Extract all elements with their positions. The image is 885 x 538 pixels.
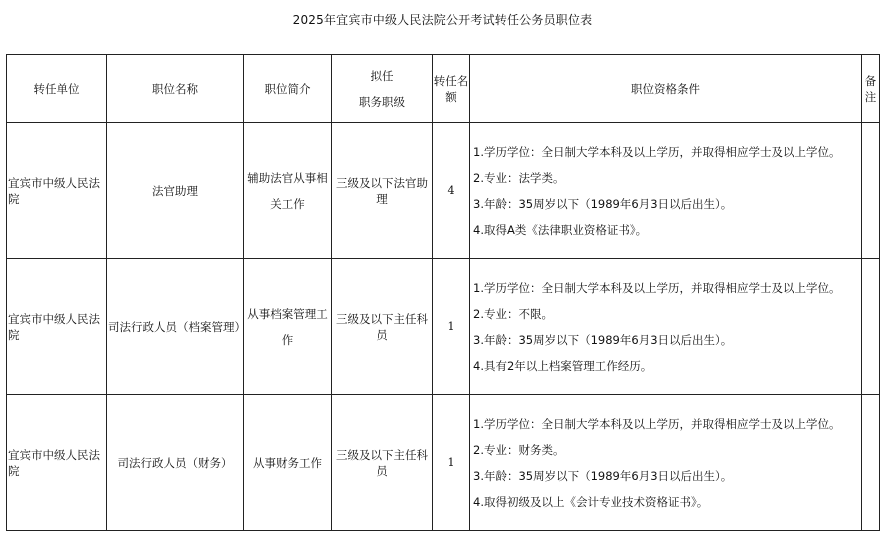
requirement-gap xyxy=(470,186,861,196)
header-requirements: 职位资格条件 xyxy=(470,55,862,123)
requirements-list xyxy=(470,144,861,238)
requirements-list xyxy=(470,280,861,374)
cell-position-name-text: 法官助理 xyxy=(152,183,198,198)
cell-description-text: 从事财务工作 xyxy=(253,455,322,470)
header-notes: 备注 xyxy=(862,55,880,123)
cell-requirements xyxy=(470,123,862,259)
cell-notes xyxy=(862,395,880,531)
requirement-gap xyxy=(470,296,861,306)
requirement-gap xyxy=(470,348,861,358)
cell-notes xyxy=(862,123,880,259)
requirement-item: 2.专业：法学类。 xyxy=(473,170,565,185)
requirement-gap xyxy=(470,160,861,170)
requirement-item: 4.具有2年以上档案管理工作经历。 xyxy=(473,358,653,373)
requirement-item: 3.年龄：35周岁以下（1989年6月3日以后出生）。 xyxy=(473,332,733,347)
header-description: 职位简介 xyxy=(244,55,332,123)
cell-rank-text: 三级及以下主任科员 xyxy=(336,447,428,478)
header-unit: 转任单位 xyxy=(7,55,107,123)
cell-position-name xyxy=(107,123,244,259)
cell-unit-text: 宜宾市中级人民法院 xyxy=(8,175,100,206)
table-header-row xyxy=(7,55,880,123)
cell-rank xyxy=(332,259,433,395)
cell-description-text: 从事档案管理工作 xyxy=(247,306,328,347)
cell-requirements xyxy=(470,395,862,531)
requirement-item: 4.取得初级及以上《会计专业技术资格证书》。 xyxy=(473,494,709,509)
cell-position-name xyxy=(107,259,244,395)
table-row xyxy=(7,395,880,531)
requirement-item: 1.学历学位：全日制大学本科及以上学历，并取得相应学士及以上学位。 xyxy=(473,280,841,295)
header-rank-line1: 拟任 xyxy=(370,68,394,83)
table-row xyxy=(7,259,880,395)
cell-rank xyxy=(332,395,433,531)
requirement-item: 4.取得A类《法律职业资格证书》。 xyxy=(473,222,648,237)
requirement-gap xyxy=(470,458,861,468)
requirement-item: 1.学历学位：全日制大学本科及以上学历，并取得相应学士及以上学位。 xyxy=(473,416,841,431)
cell-description xyxy=(244,259,332,395)
cell-rank xyxy=(332,123,433,259)
cell-unit-text: 宜宾市中级人民法院 xyxy=(8,311,100,342)
cell-description xyxy=(244,123,332,259)
requirement-item: 2.专业：不限。 xyxy=(473,306,553,321)
requirement-item: 1.学历学位：全日制大学本科及以上学历，并取得相应学士及以上学位。 xyxy=(473,144,841,159)
header-position-name: 职位名称 xyxy=(107,55,244,123)
requirement-gap xyxy=(470,212,861,222)
header-quota: 转任名额 xyxy=(433,55,470,123)
cell-position-name xyxy=(107,395,244,531)
cell-unit-text: 宜宾市中级人民法院 xyxy=(8,447,100,478)
cell-requirements xyxy=(470,259,862,395)
header-rank-line2: 职务职级 xyxy=(359,94,405,109)
requirement-gap xyxy=(470,322,861,332)
cell-quota-text: 1 xyxy=(447,455,455,469)
cell-unit xyxy=(7,395,107,531)
cell-quota-text: 1 xyxy=(447,319,455,333)
cell-quota-text: 4 xyxy=(447,183,455,197)
cell-notes xyxy=(862,259,880,395)
header-rank xyxy=(332,55,433,123)
cell-unit xyxy=(7,123,107,259)
requirement-item: 3.年龄：35周岁以下（1989年6月3日以后出生）。 xyxy=(473,468,733,483)
cell-position-name-text: 司法行政人员（档案管理） xyxy=(108,319,246,334)
cell-description-text: 辅助法官从事相关工作 xyxy=(247,170,328,211)
cell-quota xyxy=(433,395,470,531)
requirement-gap xyxy=(470,484,861,494)
cell-rank-text: 三级及以下法官助理 xyxy=(336,175,428,206)
cell-unit xyxy=(7,259,107,395)
table-row xyxy=(7,123,880,259)
position-table xyxy=(6,54,880,531)
document-title: 2025年宜宾市中级人民法院公开考试转任公务员职位表 xyxy=(292,13,593,27)
requirements-list xyxy=(470,416,861,510)
requirement-item: 2.专业：财务类。 xyxy=(473,442,565,457)
cell-description xyxy=(244,395,332,531)
cell-quota xyxy=(433,259,470,395)
requirement-gap xyxy=(470,432,861,442)
cell-quota xyxy=(433,123,470,259)
cell-position-name-text: 司法行政人员（财务） xyxy=(117,455,233,470)
cell-rank-text: 三级及以下主任科员 xyxy=(336,311,428,342)
requirement-item: 3.年龄：35周岁以下（1989年6月3日以后出生）。 xyxy=(473,196,733,211)
